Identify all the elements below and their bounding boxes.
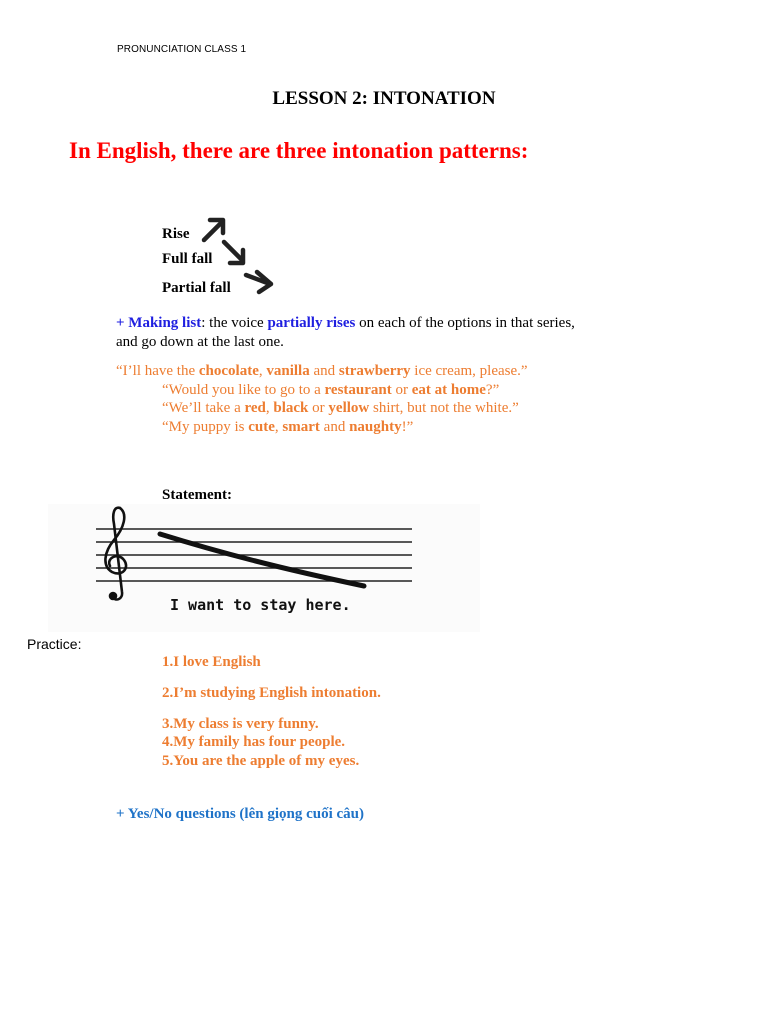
example-text: “I’ll have the	[116, 363, 199, 379]
example-text: or	[391, 382, 412, 398]
example-keyword: vanilla	[266, 363, 310, 379]
example-keyword: restaurant	[324, 382, 392, 398]
example-text: “Would you like to go to a	[162, 382, 325, 398]
practice-item-4: 4.My family has four people.	[162, 734, 346, 750]
example-text: ?”	[485, 382, 500, 398]
lesson-title: LESSON 2: INTONATION	[272, 88, 496, 109]
making-list-line-2: and go down at the last one.	[116, 334, 284, 350]
example-line-3	[162, 399, 519, 418]
example-text: and	[309, 363, 339, 379]
making-list-paragraph	[116, 314, 676, 352]
example-text: ,	[274, 419, 283, 435]
section-heading: In English, there are three intonation patterns:	[69, 138, 529, 163]
example-text: “My puppy is	[162, 419, 249, 435]
example-text: ice cream, please.”	[410, 363, 528, 379]
making-list-text-2: on each of the options in that series,	[355, 315, 575, 331]
statement-sentence: I want to stay here.	[170, 596, 351, 614]
example-keyword: red	[244, 400, 266, 416]
practice-item-3: 3.My class is very funny.	[162, 716, 319, 732]
example-keyword: chocolate	[198, 363, 259, 379]
example-keyword: black	[273, 400, 309, 416]
pattern-full-fall-label: Full fall	[162, 251, 213, 267]
page-header: PRONUNCIATION CLASS 1	[117, 44, 247, 55]
practice-label: Practice:	[27, 636, 82, 652]
making-list-text-1: : the voice	[201, 315, 268, 331]
practice-item-1: 1.I love English	[162, 654, 261, 670]
pattern-partial-fall-label: Partial fall	[162, 280, 231, 296]
example-keyword: naughty	[349, 419, 402, 435]
statement-label: Statement:	[162, 487, 232, 503]
example-text: !”	[401, 419, 414, 435]
practice-item-2: 2.I’m studying English intonation.	[162, 685, 381, 701]
example-line-2	[162, 381, 499, 400]
full-fall-arrow-icon	[218, 238, 258, 268]
example-line-4	[162, 418, 413, 437]
treble-clef-icon	[105, 508, 126, 600]
example-keyword: cute	[248, 419, 275, 435]
example-text: “We’ll take a	[162, 400, 245, 416]
example-text: or	[308, 400, 329, 416]
example-keyword: yellow	[328, 400, 370, 416]
practice-item-5: 5.You are the apple of my eyes.	[162, 753, 360, 769]
making-list-highlight: partially rises	[267, 315, 356, 331]
example-line-1	[116, 362, 528, 381]
pattern-rise-label: Rise	[162, 226, 190, 242]
making-list-label: + Making list	[116, 315, 202, 331]
statement-staff-figure	[48, 504, 480, 632]
example-text: and	[319, 419, 350, 435]
partial-fall-arrow-icon	[240, 266, 280, 296]
example-keyword: eat at home	[411, 382, 486, 398]
example-text: ,	[265, 400, 274, 416]
example-text: ,	[258, 363, 267, 379]
example-text: shirt, but not the white.”	[369, 400, 519, 416]
example-keyword: smart	[282, 419, 320, 435]
yes-no-questions-heading: + Yes/No questions (lên giọng cuối câu)	[116, 806, 365, 822]
example-keyword: strawberry	[338, 363, 411, 379]
